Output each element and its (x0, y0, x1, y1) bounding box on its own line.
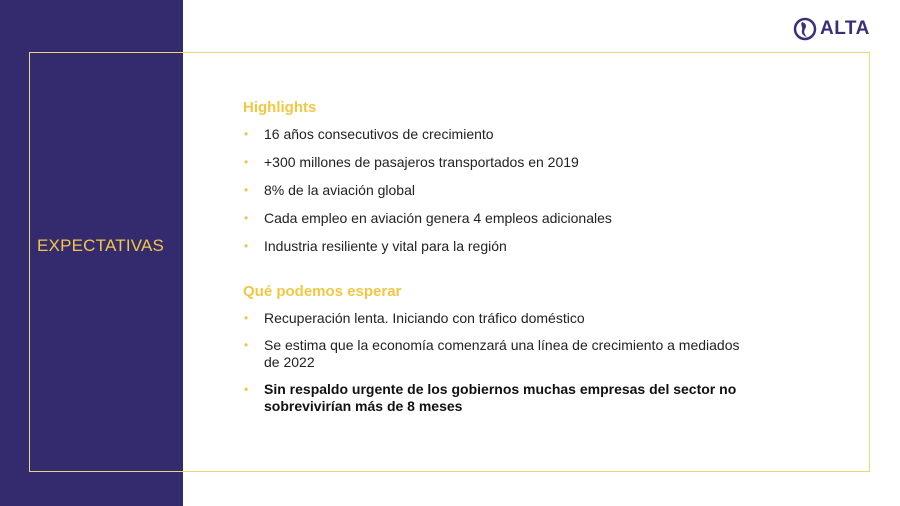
list-item: • 16 años consecutivos de crecimiento (244, 126, 494, 142)
globe-logo-icon (793, 17, 817, 41)
bullet-icon: • (244, 239, 249, 253)
bullet-icon: • (244, 155, 249, 169)
list-item: • Recuperación lenta. Iniciando con tráfico doméstico (244, 310, 585, 326)
logo-text: ALTA (820, 18, 870, 39)
list-item: • Se estima que la economía comenzará una línea de crecimiento a mediados de 2022 (244, 337, 740, 370)
expectations-heading: Qué podemos esperar (243, 283, 402, 300)
list-item: • +300 millones de pasajeros transportados en 2019 (244, 154, 579, 170)
section-title: EXPECTATIVAS (37, 236, 165, 255)
highlights-list (243, 126, 803, 255)
list-item: • 8% de la aviación global (244, 182, 415, 198)
bullet-icon: • (244, 127, 249, 141)
slide-content (243, 97, 803, 415)
bullet-icon: • (244, 211, 249, 225)
expectations-list (243, 310, 803, 415)
bullet-icon: • (244, 311, 249, 325)
list-item: • Industria resiliente y vital para la región (244, 238, 507, 254)
list-item: • Cada empleo en aviación genera 4 empleos adicionales (244, 210, 612, 226)
bullet-icon: • (244, 382, 249, 396)
alta-logo (793, 16, 870, 42)
bullet-icon: • (244, 183, 249, 197)
highlights-heading: Highlights (243, 99, 317, 116)
list-item: • Sin respaldo urgente de los gobiernos muchas empresas del sector no sobrevivirían más de 8 meses (244, 381, 737, 414)
bullet-icon: • (244, 338, 249, 352)
